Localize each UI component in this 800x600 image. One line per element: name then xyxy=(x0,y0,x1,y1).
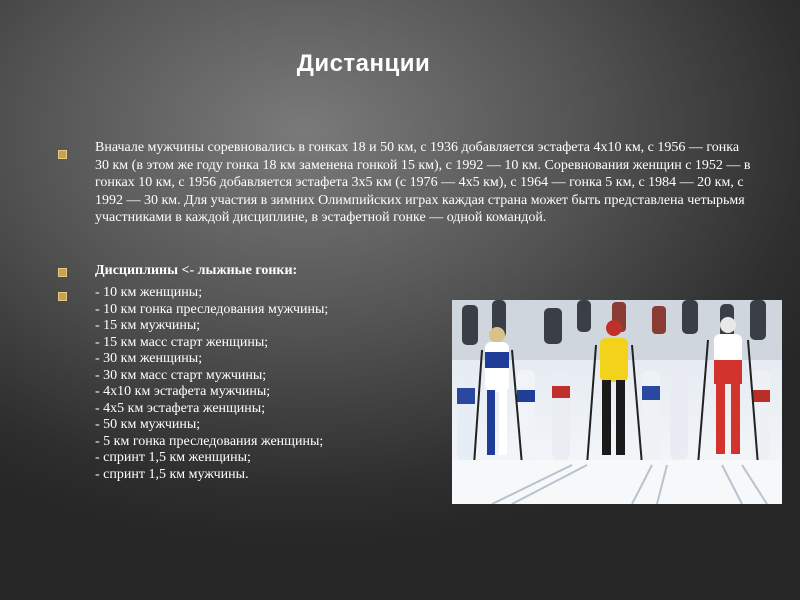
bullet-icon xyxy=(58,150,67,159)
list-item: - спринт 1,5 км женщины; xyxy=(95,450,251,465)
list-item: - 15 км мужчины; xyxy=(95,318,201,333)
list-item: - 4х5 км эстафета женщины; xyxy=(95,400,266,416)
skiers-photo xyxy=(452,300,782,504)
list-item: - 10 км гонка преследования мужчины; xyxy=(95,301,329,317)
list-item: - 30 км масс старт мужчины; xyxy=(95,367,267,383)
list-item: - 5 км гонка преследования женщины; xyxy=(95,433,324,449)
list-item: - 30 км женщины; xyxy=(95,351,203,366)
list-item: - 15 км масс старт женщины; xyxy=(95,334,269,350)
history-paragraph: Вначале мужчины соревновались в гонках 18 и 50 км, с 1936 добавляется эстафета 4х10 км, с 1956 — гонка 30 км (в этом же году гонка 18 км заменена гонкой 15 км), с 1992 — 10 км. Соревнования женщин с 1952 — в гонках 10 км, с 1956 добавляется эстафета 3х5 км (с 1976 — 4х5 км), с 1964 — гонка 5 км, с 1984 — 20 км, с 1992 — 30 км. Для участия в зимних Олимпийских играх каждая страна может быть представлена четырьмя участниками в каждой дисциплине, в эстафетной гонке — одной командой. xyxy=(95,140,751,225)
slide-title: Дистанции xyxy=(296,50,431,77)
disciplines-heading: Дисциплины <- лыжные гонки: xyxy=(95,263,298,278)
bullet-icon xyxy=(58,292,67,301)
list-item: - 4х10 км эстафета мужчины; xyxy=(95,384,271,399)
bullet-icon xyxy=(58,268,67,277)
list-item: - 10 км женщины; xyxy=(95,285,203,300)
list-item: - 50 км мужчины; xyxy=(95,417,201,432)
list-item: - спринт 1,5 км мужчины. xyxy=(95,466,249,482)
disciplines-list xyxy=(95,285,435,483)
